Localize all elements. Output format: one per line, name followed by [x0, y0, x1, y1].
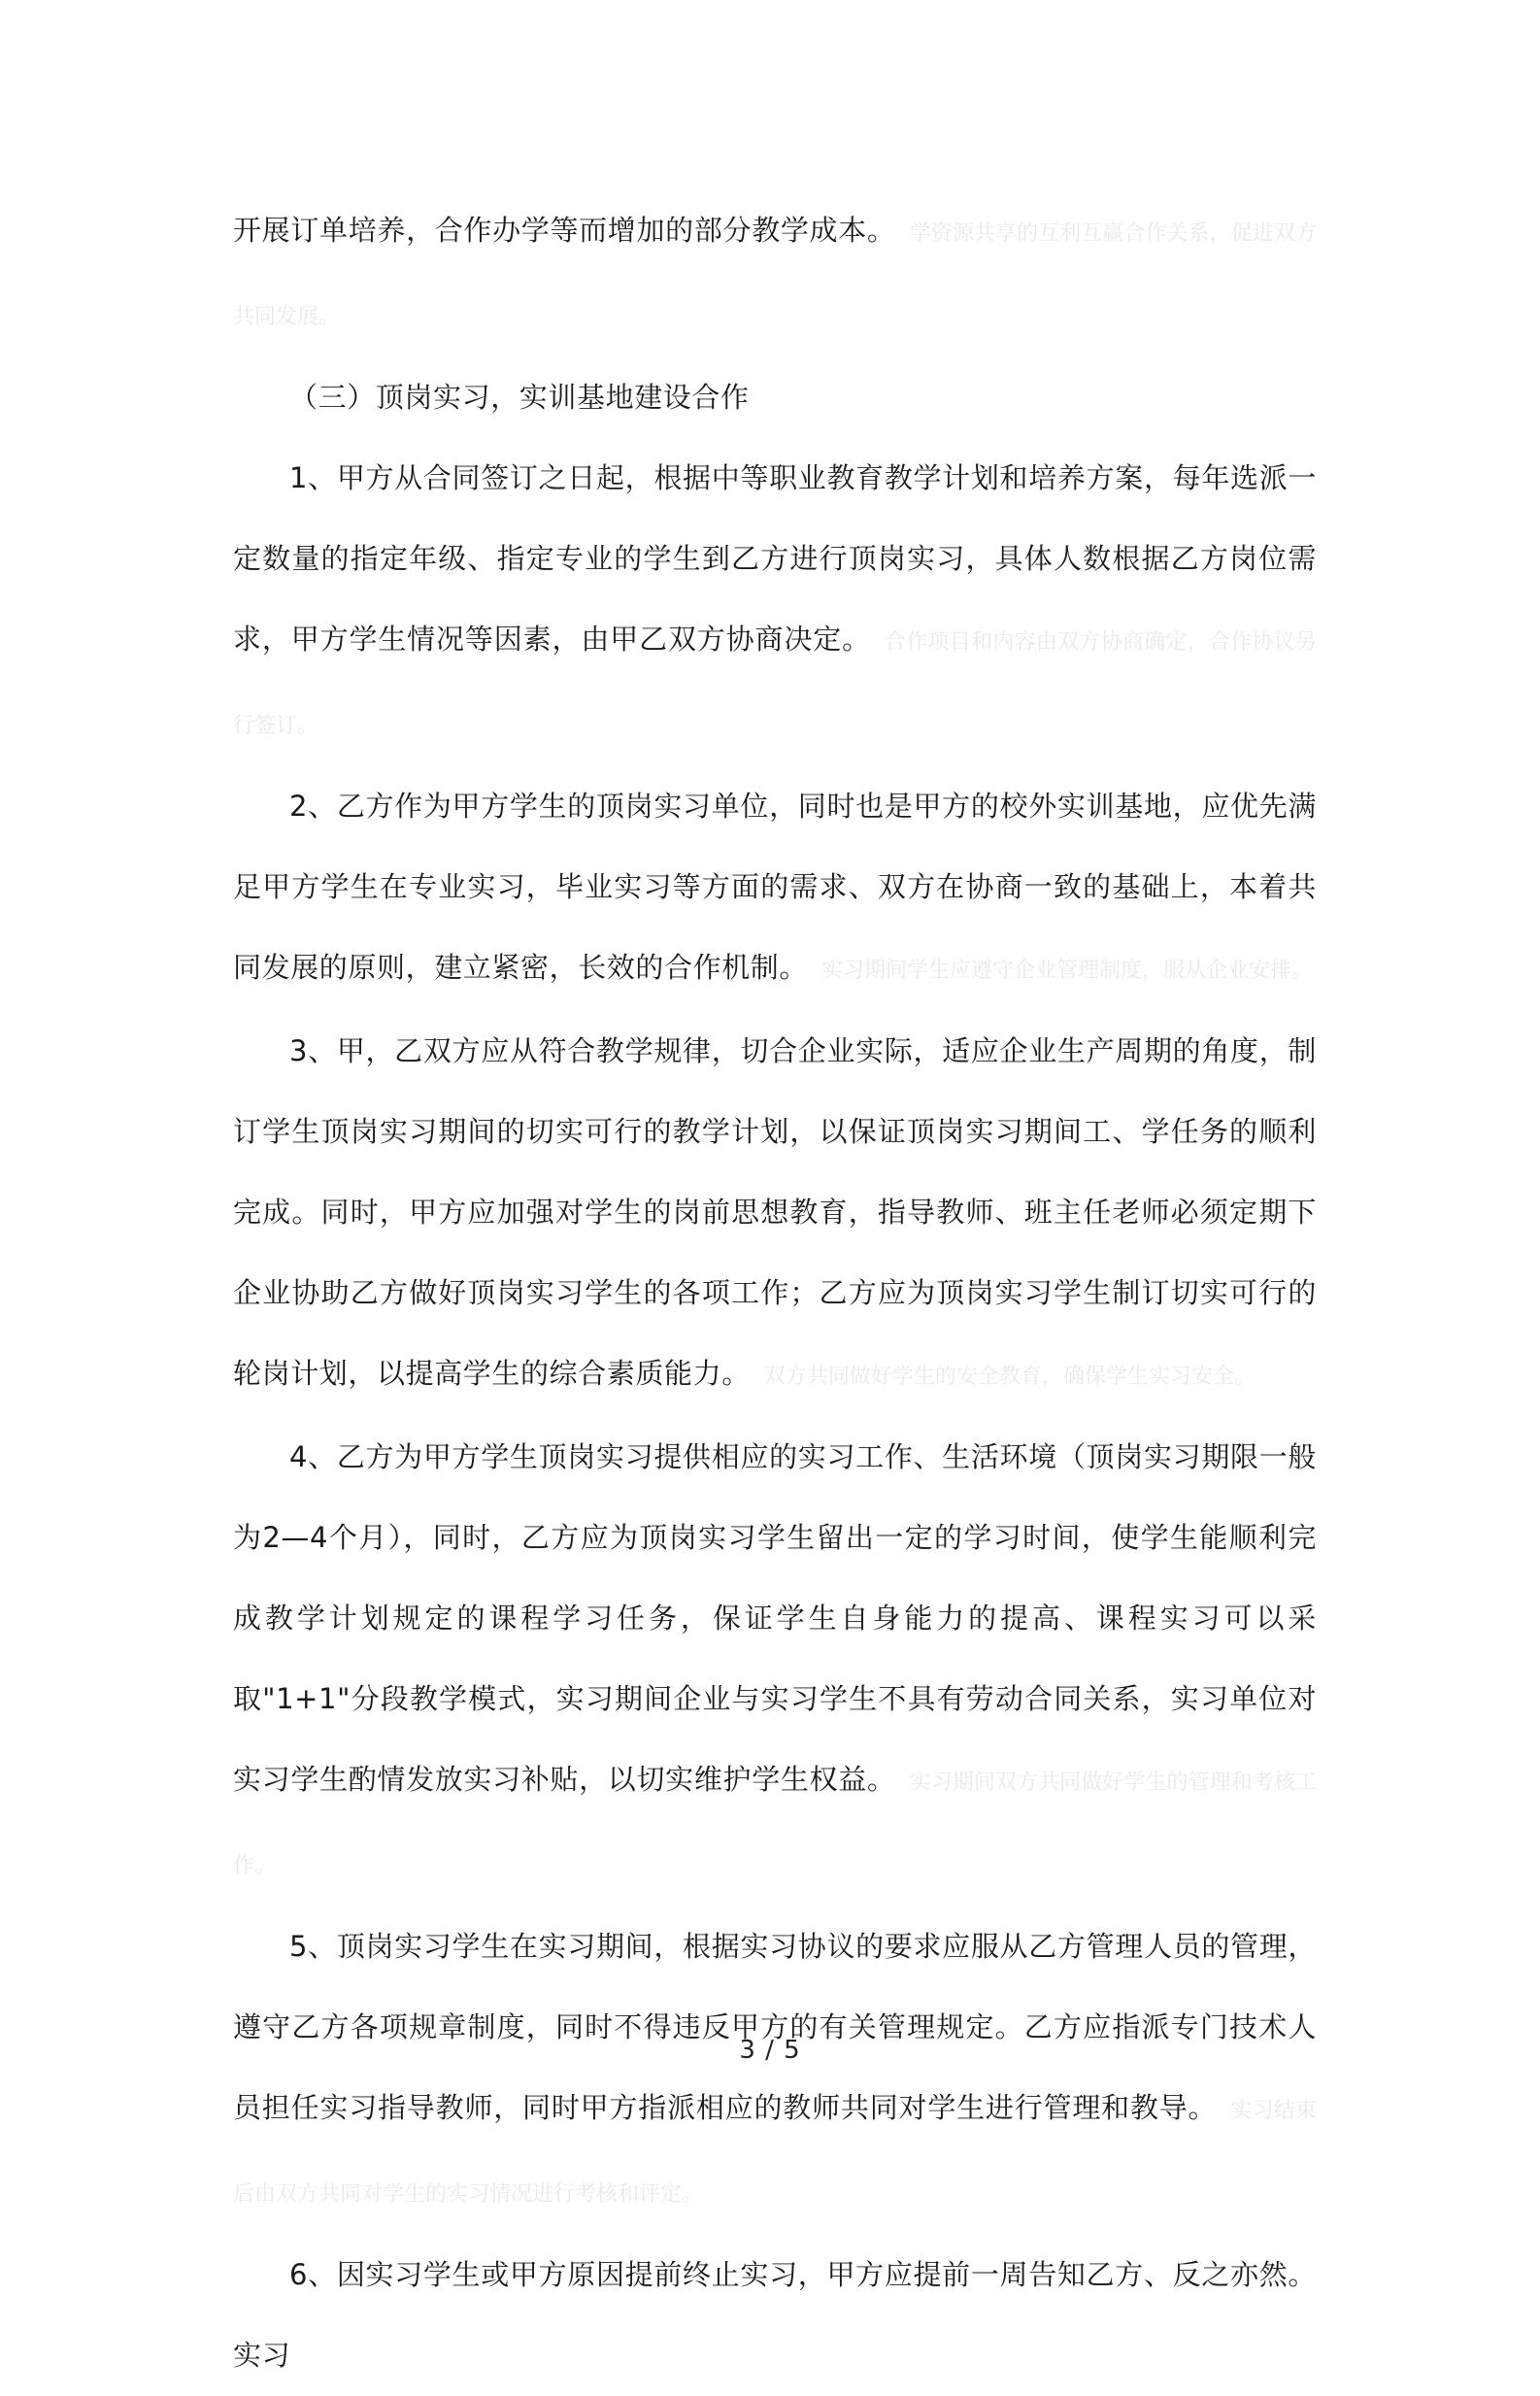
paragraph-text: 开展订单培养，合作办学等而增加的部分教学成本。 [233, 214, 896, 247]
paragraph-text: （三）顶岗实习，实训基地建设合作 [289, 381, 750, 414]
faint-watermark-text: 双方共同做好学生的安全教育，确保学生实习安全。 [763, 1365, 1255, 1389]
faint-watermark-text: 实习期间双方共同做好学生的管理和考核工作。 [233, 1771, 1317, 1878]
paragraph-text: 1、甲方从合同签订之日起，根据中等职业教育教学计划和培养方案，每年选派一定数量的指定年级、指定专业的学生到乙方进行顶岗实习，具体人数根据乙方岗位需求，甲方学生情况等因素，由甲乙双方协商决定。 [233, 461, 1317, 656]
faint-watermark-text: 实习期间学生应遵守企业管理制度，服从企业安排。 [821, 959, 1314, 983]
paragraph-p-item-3 [233, 1011, 1317, 1417]
faint-watermark-text: 学资源共享的互利互赢合作关系，促进双方共同发展。 [233, 221, 1317, 329]
paragraph-p-item-1 [233, 438, 1317, 766]
faint-watermark-text: 合作项目和内容由双方协商确定，合作协议另行签订。 [233, 630, 1317, 738]
paragraph-text: 5、顶岗实习学生在实习期间，根据实习协议的要求应服从乙方管理人员的管理，遵守乙方各项规章制度，同时不得违反甲方的有关管理规定。乙方应指派专门技术人员担任实习指导教师，同时甲方指派相应的教师共同对学生进行管理和教导。 [233, 1930, 1317, 2124]
paragraph-text: 3、甲，乙双方应从符合教学规律，切合企业实际，适应企业生产周期的角度，制订学生顶岗实习期间的切实可行的教学计划，以保证顶岗实习期间工、学任务的顺利完成。同时，甲方应加强对学生的岗前思想教育，指导教师、班主任老师必须定期下企业协助乙方做好顶岗实习学生的各项工作；乙方应为顶岗实习学生制订切实可行的轮岗计划，以提高学生的综合素质能力。 [233, 1034, 1317, 1390]
paragraph-text: 6、因实习学生或甲方原因提前终止实习，甲方应提前一周告知乙方、反之亦然。实习 [233, 2258, 1317, 2372]
faint-watermark-text: 实习结束后由双方共同对学生的实习情况进行考核和评定。 [233, 2099, 1317, 2207]
paragraph-text: 2、乙方作为甲方学生的顶岗实习单位，同时也是甲方的校外实训基地，应优先满足甲方学生在专业实习，毕业实习等方面的需求、双方在协商一致的基础上，本着共同发展的原则，建立紧密，长效的合作机制。 [233, 790, 1317, 984]
page-number: 3 / 5 [739, 2036, 801, 2065]
paragraph-p-item-2 [233, 766, 1317, 1011]
paragraph-p-heading-3 [233, 357, 1317, 438]
paragraph-text: 4、乙方为甲方学生顶岗实习提供相应的实习工作、生活环境（顶岗实习期限一般为2—4个月），同时，乙方应为顶岗实习学生留出一定的学习时间，使学生能顺利完成教学计划规定的课程学习任务，保证学生自身能力的提高、课程实习可以采取"1+1"分段教学模式，实习期间企业与实习学生不具有劳动合同关系，实习单位对实习学生酌情发放实习补贴，以切实维护学生权益。 [233, 1440, 1317, 1796]
paragraph-p-item-6 [233, 2235, 1317, 2396]
document-body [233, 190, 1317, 2396]
paragraph-p-cont [233, 190, 1317, 357]
paragraph-p-item-5 [233, 1907, 1317, 2235]
paragraph-p-item-4 [233, 1417, 1317, 1907]
